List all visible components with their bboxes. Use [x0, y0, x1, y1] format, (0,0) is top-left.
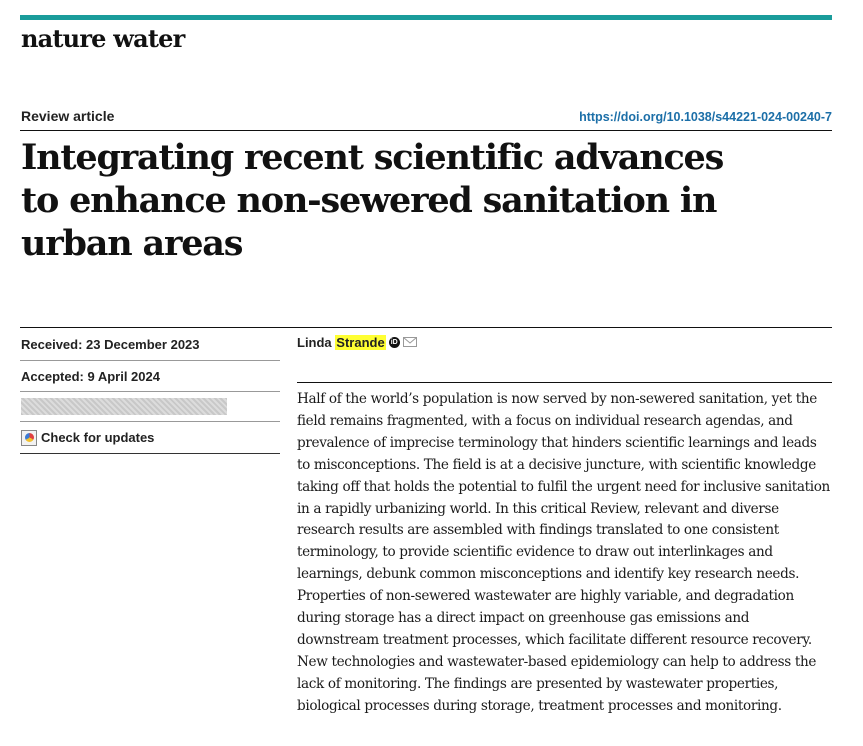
accepted-date-row [20, 361, 280, 392]
mail-icon[interactable] [403, 335, 417, 350]
author-first-name: Linda [297, 335, 336, 350]
article-history [20, 328, 280, 454]
article-type: Review article [21, 108, 115, 124]
received-date-row [20, 328, 280, 361]
redacted-row [20, 392, 280, 422]
abstract-text: Half of the world’s population is now served by non-sewered sanitation, yet the field remains fragmented, with a focus on individual research agendas, and prevalence of imprecise terminology that hinders scientific learnings and leads to misconceptions. The field is at a decisive juncture, with scientific knowledge taking off that holds the potential to fulfil the urgent need for inclusive sanitation in a rapidly urbanizing world. In this critical Review, relevant and diverse research results are assembled with findings translated to one consistent terminology, to provide scientific evidence to draw out interlinkages and learnings, debunk common misconceptions and identify key research needs. Properties of non-sewered wastewater are highly variable, and degradation during storage has a direct impact on greenhouse gas emissions and downstream treatment processes, which facilitate different resource recovery. New technologies and wastewater-based epidemiology can help to address the lack of monitoring. The findings are presented by wastewater properties, biological processes during storage, treatment processes and monitoring. [297, 391, 830, 714]
received-date: Received: 23 December 2023 [21, 336, 200, 352]
check-updates-icon [21, 430, 37, 446]
doi-link[interactable]: https://doi.org/10.1038/s44221-024-00240-7 [579, 110, 832, 124]
author-last-name[interactable]: Strande [336, 335, 385, 350]
article-title: Integrating recent scientific advances to enhance non-sewered sanitation in urban areas [21, 137, 724, 264]
check-updates-label: Check for updates [41, 430, 155, 445]
orcid-icon[interactable]: iD [390, 339, 398, 346]
accepted-date: Accepted: 9 April 2024 [21, 368, 160, 384]
journal-name: nature water [21, 24, 185, 53]
abstract-divider [297, 382, 832, 383]
journal-accent-bar [20, 15, 832, 20]
author-line [297, 335, 417, 350]
title-divider [20, 130, 832, 131]
redacted-block [21, 398, 227, 415]
check-for-updates-button[interactable] [20, 422, 280, 454]
